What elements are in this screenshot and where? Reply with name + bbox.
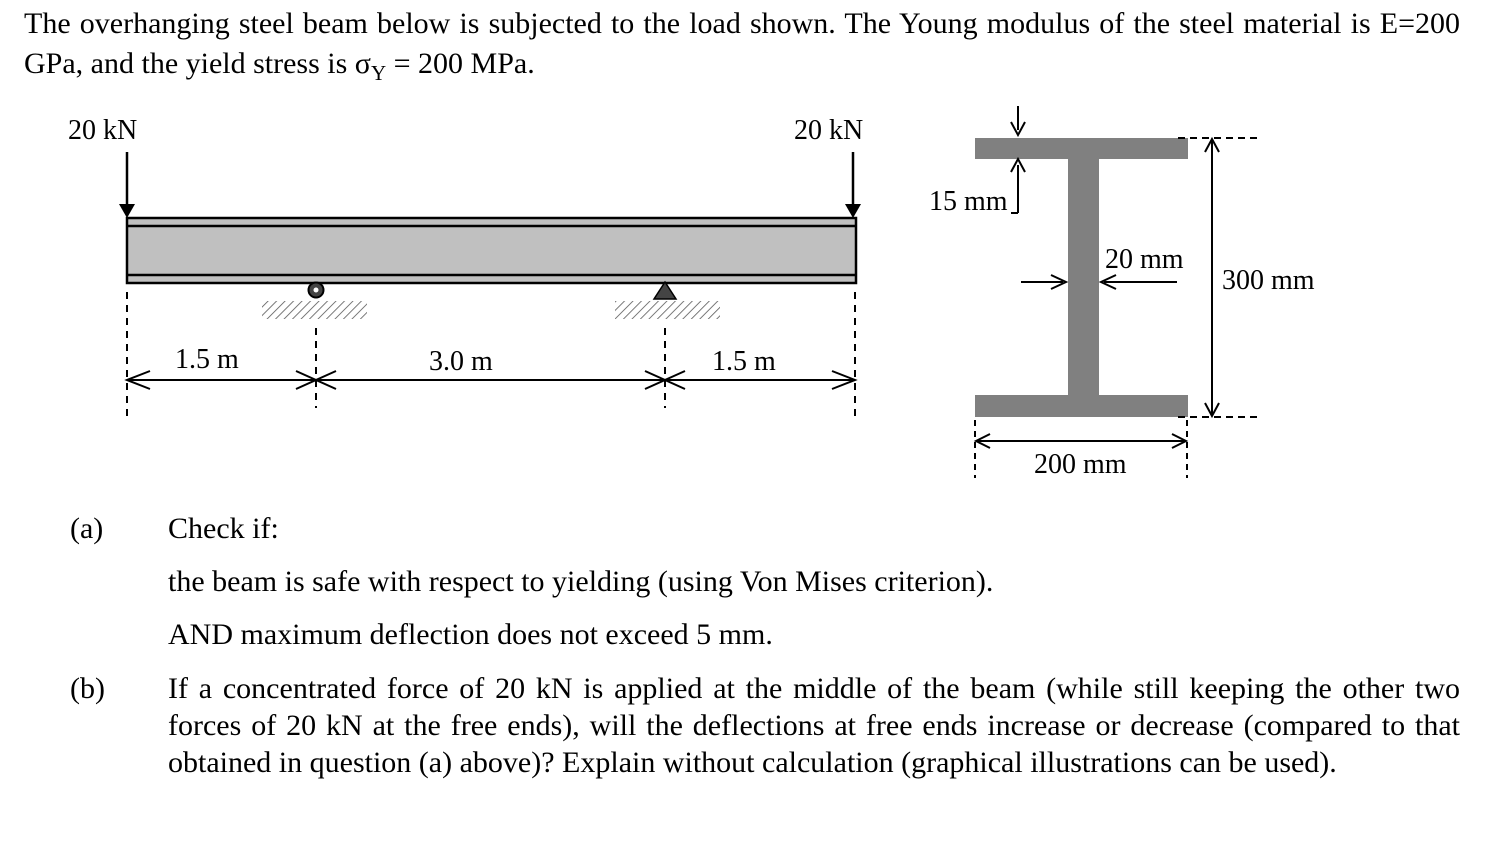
width-label: 200 mm: [1034, 449, 1127, 480]
span-right-label: 1.5 m: [712, 346, 776, 377]
intro-text: The overhanging steel beam below is subjected to the load shown. The Young modulus of the steel material is E=200 GPa, and the yield stress is σ: [24, 7, 1460, 80]
pin-support-icon: [615, 282, 720, 319]
left-load-label: 20 kN: [68, 115, 138, 146]
right-load-label: 20 kN: [794, 115, 864, 146]
roller-support-icon: [262, 283, 367, 320]
web-thickness-label: 20 mm: [1105, 244, 1184, 275]
sigma-subscript: Y: [370, 61, 387, 85]
right-load-arrow-icon: [845, 152, 861, 218]
left-load-arrow-icon: [119, 152, 135, 218]
flange-thickness-dimension: [1011, 106, 1025, 213]
depth-label: 300 mm: [1222, 265, 1315, 296]
beam: [127, 218, 856, 283]
question-a-label: (a): [70, 512, 104, 545]
i-section: [975, 138, 1188, 417]
question-b-text: If a concentrated force of 20 kN is applied at the middle of the beam (while still keeping the other two forces of 20 kN at the free ends), will the deflections at free ends increase or decrease (compared to that obtained in question (a) above)? Explain without calculation (graphical illustrations can be used).: [168, 672, 1460, 779]
span-left-label: 1.5 m: [175, 344, 239, 375]
question-b-label: (b): [70, 672, 105, 705]
intro-text-end: = 200 MPa.: [386, 47, 535, 80]
question-a-line1: the beam is safe with respect to yielding (using Von Mises criterion).: [168, 565, 994, 598]
question-a-line2: AND maximum deflection does not exceed 5 mm.: [168, 618, 773, 651]
question-a-intro: Check if:: [168, 512, 279, 545]
flange-thickness-label: 15 mm: [929, 186, 1008, 217]
span-middle-label: 3.0 m: [429, 346, 493, 377]
